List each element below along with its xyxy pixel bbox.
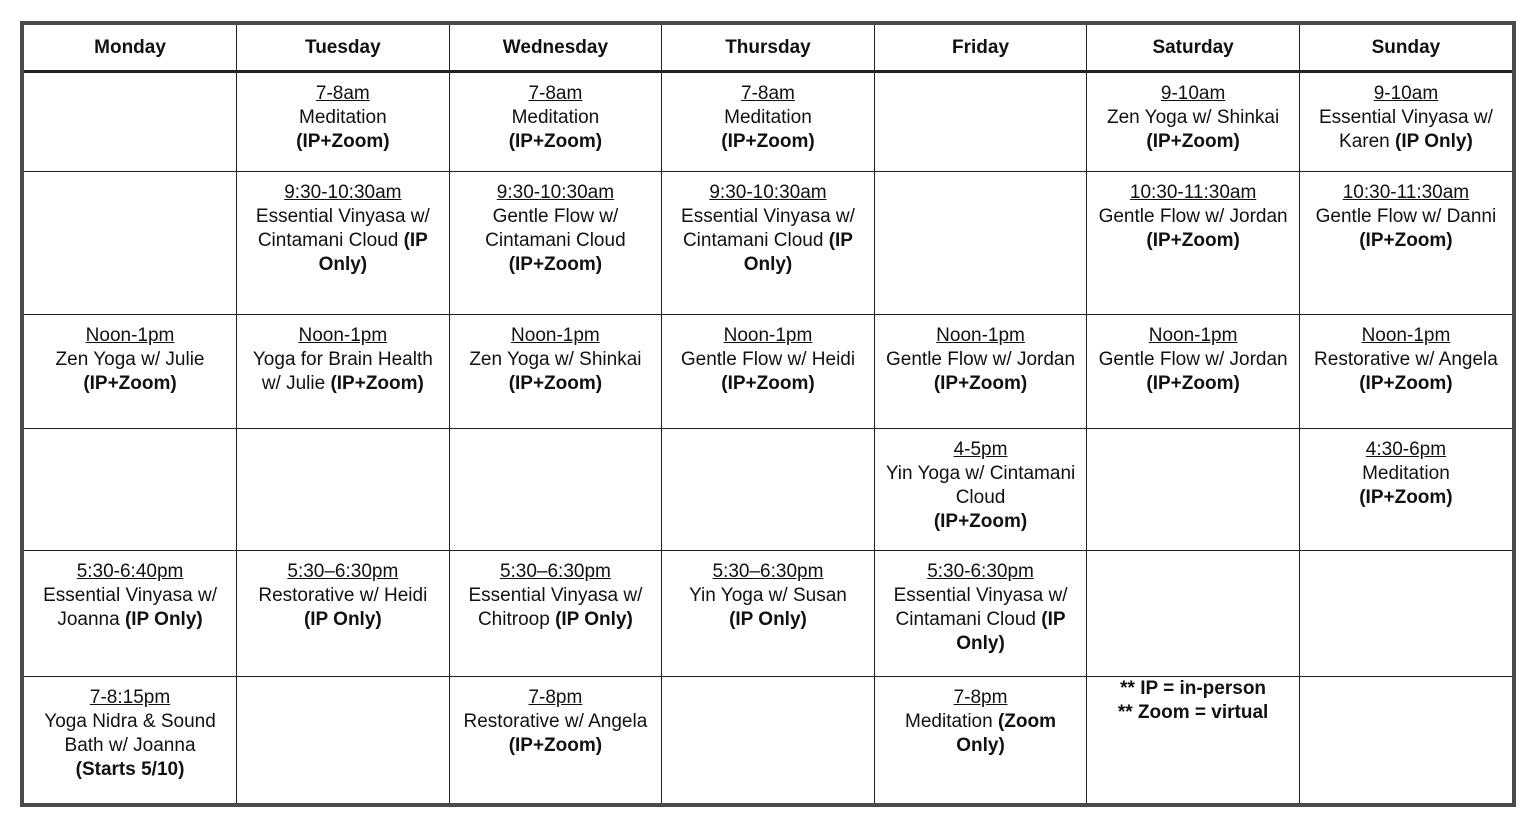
class-cell	[24, 676, 237, 803]
class-name: Essential Vinyasa w/ Cintamani Cloud	[255, 206, 430, 252]
class-time: 5:30–6:30pm	[499, 561, 611, 583]
class-time: 7-8pm	[528, 686, 583, 708]
class-cell	[1087, 72, 1300, 172]
class-name: Meditation	[1362, 462, 1450, 484]
class-cell	[449, 72, 662, 172]
class-time: 5:30-6:30pm	[927, 561, 1034, 583]
class-name: Meditation	[724, 107, 812, 128]
day-header-sunday: Sunday	[1299, 25, 1512, 72]
class-cell	[449, 315, 662, 429]
weekly-schedule-table	[24, 25, 1512, 803]
empty-cell	[237, 676, 450, 803]
class-format: (IP Only)	[1395, 131, 1473, 152]
class-cell	[237, 72, 450, 172]
class-time: 9-10am	[1373, 83, 1439, 104]
class-format: (IP Only)	[303, 609, 382, 631]
class-format: (IP+Zoom)	[933, 373, 1028, 395]
day-header-monday: Monday	[24, 25, 237, 72]
class-name: Yoga Nidra & Sound Bath w/ Joanna	[44, 710, 216, 756]
class-cell	[449, 676, 662, 803]
schedule-frame	[20, 21, 1516, 807]
class-format: (IP+Zoom)	[508, 734, 603, 756]
schedule-row	[24, 551, 1512, 677]
day-header-saturday: Saturday	[1087, 25, 1300, 72]
class-time: 7-8am	[315, 83, 370, 104]
empty-cell	[1299, 676, 1512, 803]
class-time: 9:30-10:30am	[496, 182, 615, 204]
class-time: 7-8am	[741, 83, 795, 104]
class-format: (IP Only)	[956, 609, 1066, 655]
class-cell	[874, 315, 1087, 429]
class-format: (IP+Zoom)	[1359, 373, 1453, 395]
class-name: Yin Yoga w/ Cintamani Cloud	[885, 462, 1076, 508]
class-time: Noon-1pm	[1361, 325, 1451, 347]
class-name: Essential Vinyasa w/ Chitroop	[468, 585, 643, 631]
class-time: Noon-1pm	[298, 325, 388, 347]
class-name: Yin Yoga w/ Susan	[689, 585, 847, 607]
class-name: Zen Yoga w/ Shinkai	[469, 349, 642, 371]
day-header-thursday: Thursday	[662, 25, 875, 72]
class-time: 4-5pm	[953, 438, 1008, 460]
class-format: (Zoom Only)	[956, 710, 1057, 756]
class-format: (IP+Zoom)	[933, 510, 1028, 532]
class-format: (IP+Zoom)	[508, 254, 603, 276]
empty-cell	[24, 172, 237, 315]
class-name: Meditation	[905, 710, 998, 732]
class-name: Gentle Flow w/ Heidi	[680, 349, 856, 371]
class-cell	[449, 172, 662, 315]
legend-cell	[1087, 676, 1300, 803]
class-format: (Starts 5/10)	[75, 758, 185, 780]
class-cell	[237, 315, 450, 429]
empty-cell	[1087, 428, 1300, 551]
class-name: Zen Yoga w/ Julie	[55, 349, 205, 371]
schedule-row	[24, 676, 1512, 803]
class-time: 5:30–6:30pm	[712, 561, 824, 583]
class-name: Gentle Flow w/ Cintamani Cloud	[485, 206, 626, 252]
class-cell	[874, 428, 1087, 551]
class-name: Essential Vinyasa w/ Karen	[1318, 107, 1493, 152]
class-format: (IP+Zoom)	[330, 373, 424, 395]
schedule-row	[24, 172, 1512, 315]
day-header-wednesday: Wednesday	[449, 25, 662, 72]
class-cell	[1299, 172, 1512, 315]
class-time: Noon-1pm	[723, 325, 813, 347]
empty-cell	[874, 72, 1087, 172]
class-format: (IP+Zoom)	[83, 373, 177, 395]
empty-cell	[237, 428, 450, 551]
class-time: 7-8am	[528, 83, 583, 104]
class-time: Noon-1pm	[85, 325, 175, 347]
empty-cell	[24, 428, 237, 551]
schedule-row	[24, 315, 1512, 429]
class-format: (IP Only)	[318, 230, 428, 276]
class-cell	[662, 172, 875, 315]
day-header-row	[24, 25, 1512, 72]
class-time: 5:30-6:40pm	[76, 561, 184, 583]
class-time: 7-8:15pm	[89, 686, 171, 708]
class-format: (IP Only)	[555, 609, 633, 631]
class-cell	[662, 551, 875, 677]
class-name: Essential Vinyasa w/ Cintamani Cloud	[893, 585, 1068, 631]
day-header-tuesday: Tuesday	[237, 25, 450, 72]
class-name: Restorative w/ Angela	[463, 710, 648, 732]
class-cell	[1299, 72, 1512, 172]
class-name: Gentle Flow w/ Jordan	[1098, 206, 1288, 228]
empty-cell	[449, 428, 662, 551]
class-name: Meditation	[511, 107, 600, 128]
class-format: (IP+Zoom)	[1146, 230, 1240, 252]
class-cell	[237, 172, 450, 315]
empty-cell	[24, 72, 237, 172]
class-time: 10:30-11:30am	[1129, 182, 1257, 204]
class-time: 5:30–6:30pm	[287, 561, 399, 583]
class-name: Yoga for Brain Health w/ Julie	[252, 349, 433, 395]
empty-cell	[1087, 551, 1300, 677]
class-format: (IP+Zoom)	[296, 131, 390, 152]
legend-entry: ** Zoom = virtual	[1117, 701, 1269, 723]
class-time: 9:30-10:30am	[709, 182, 827, 204]
class-cell	[1299, 315, 1512, 429]
schedule-row	[24, 72, 1512, 172]
class-name: Zen Yoga w/ Shinkai	[1107, 107, 1280, 128]
class-name: Essential Vinyasa w/ Cintamani Cloud	[681, 206, 855, 252]
class-format: (IP+Zoom)	[721, 373, 815, 395]
class-time: Noon-1pm	[1148, 325, 1238, 347]
class-format: (IP+Zoom)	[1146, 373, 1240, 395]
class-format: (IP+Zoom)	[1146, 131, 1240, 152]
schedule-row	[24, 428, 1512, 551]
class-name: Restorative w/ Angela	[1314, 349, 1498, 371]
empty-cell	[1299, 551, 1512, 677]
class-cell	[449, 551, 662, 677]
class-name: Essential Vinyasa w/ Joanna	[43, 585, 217, 631]
class-name: Restorative w/ Heidi	[258, 585, 428, 607]
empty-cell	[662, 676, 875, 803]
class-time: 10:30-11:30am	[1342, 182, 1470, 204]
class-time: Noon-1pm	[511, 325, 600, 347]
class-format: (IP+Zoom)	[721, 131, 815, 152]
class-format: (IP+Zoom)	[1359, 486, 1453, 508]
class-time: Noon-1pm	[936, 325, 1025, 347]
class-cell	[24, 551, 237, 677]
class-time: 9:30-10:30am	[284, 182, 402, 204]
empty-cell	[874, 172, 1087, 315]
class-name: Gentle Flow w/ Danni	[1315, 206, 1497, 228]
class-cell	[24, 315, 237, 429]
class-format: (IP Only)	[729, 609, 807, 631]
empty-cell	[662, 428, 875, 551]
class-format: (IP+Zoom)	[508, 131, 603, 152]
class-cell	[1087, 315, 1300, 429]
class-time: 7-8pm	[953, 686, 1008, 708]
class-time: 4:30-6pm	[1365, 438, 1447, 460]
class-cell	[237, 551, 450, 677]
class-name: Gentle Flow w/ Jordan	[1098, 349, 1288, 371]
class-name: Gentle Flow w/ Jordan	[886, 349, 1076, 371]
class-cell	[874, 676, 1087, 803]
class-format: (IP+Zoom)	[508, 373, 603, 395]
legend-entry: ** IP = in-person	[1120, 677, 1267, 699]
class-cell	[874, 551, 1087, 677]
class-time: 9-10am	[1160, 83, 1226, 104]
class-format: (IP Only)	[743, 230, 853, 276]
class-cell	[1087, 172, 1300, 315]
class-format: (IP Only)	[124, 609, 203, 631]
class-cell	[662, 315, 875, 429]
class-cell	[1299, 428, 1512, 551]
class-cell	[662, 72, 875, 172]
class-format: (IP+Zoom)	[1359, 230, 1453, 252]
class-name: Meditation	[299, 107, 387, 128]
day-header-friday: Friday	[874, 25, 1087, 72]
